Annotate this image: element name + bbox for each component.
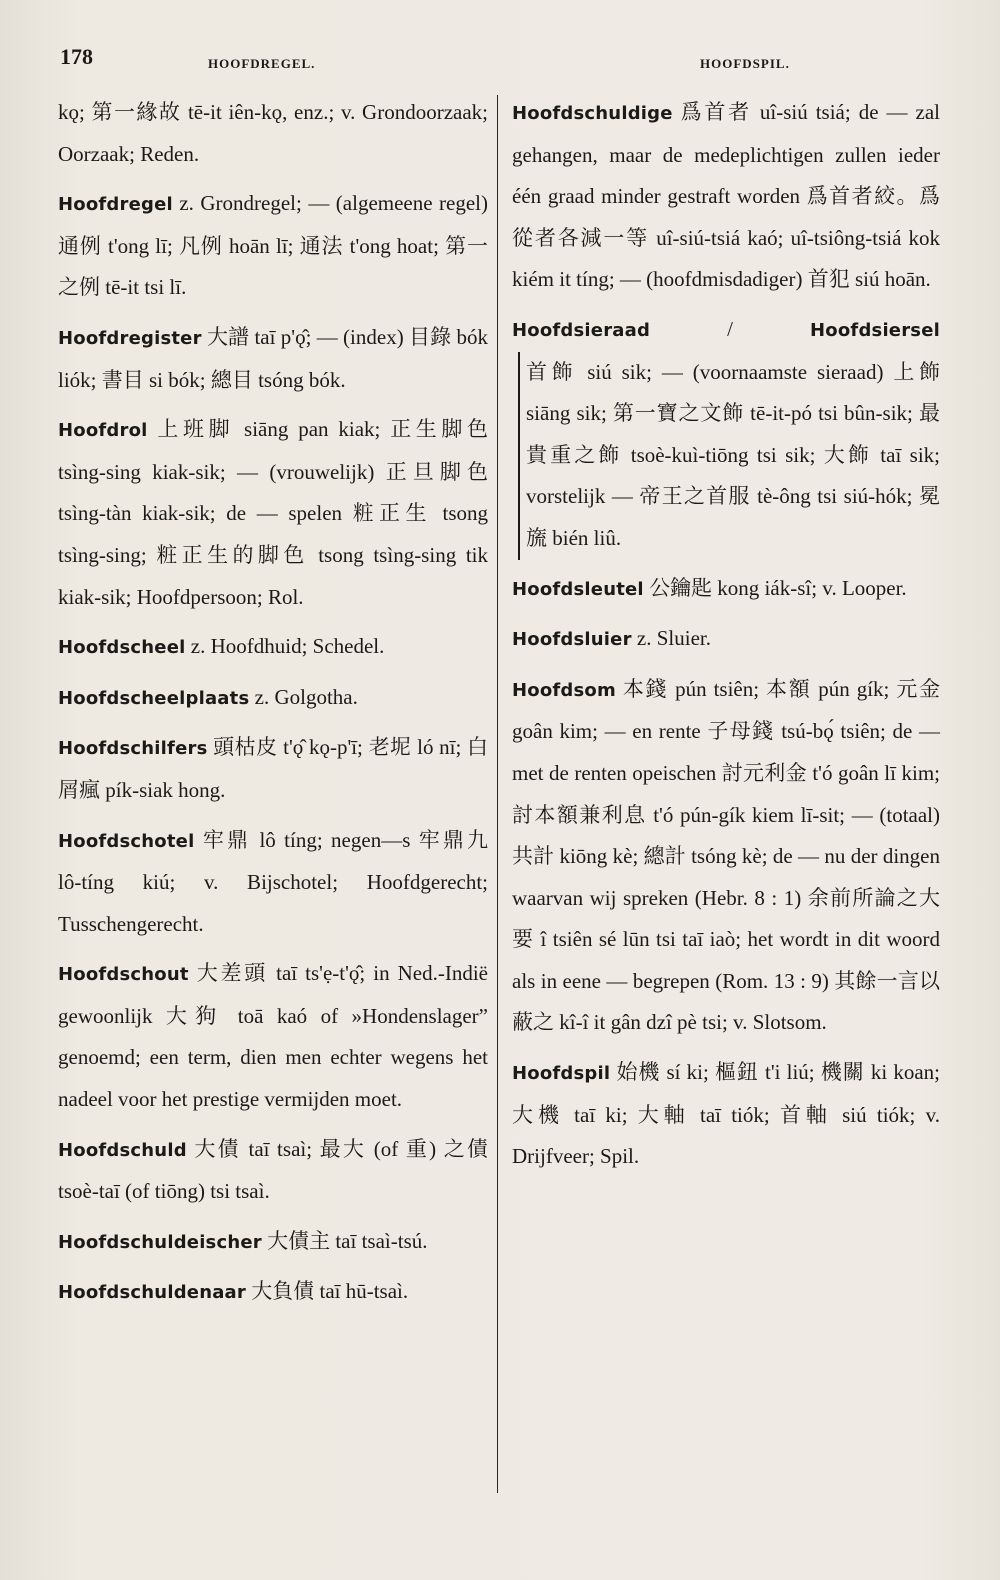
entry-text: 頭枯皮 t'ǫ̂ kǫ-p'ī; 老坭 ló nī; 白屑瘋 pík-siak hong. — [58, 735, 488, 802]
dictionary-entry — [58, 1221, 488, 1264]
entry-headword: Hoofdrol — [58, 420, 148, 442]
entry-text: 大譜 taī p'ǫ̂; — (index) 目錄 bók liók; 書目 si bók; 總目 tsóng bók. — [58, 324, 488, 392]
entry-headword: Hoofdsieraad — [512, 319, 651, 341]
entry-text: 大債主 taī tsaì-tsú. — [261, 1228, 428, 1253]
dictionary-entry — [58, 92, 488, 175]
entry-headword: Hoofdscheel — [58, 637, 186, 659]
entry-text: z. Grondregel; — (algemeene regel) 通例 t'ong lī; 凡例 hoān lī; 通法 t'ong hoat; 第一之例 tē-it tsi lī. — [58, 191, 488, 300]
entry-text: z. Sluier. — [631, 626, 711, 651]
entry-text: 始機 sí ki; 樞鈕 t'i liú; 機關 ki koan; 大機 taī ki; 大軸 taī tiók; 首軸 siú tiók; v. Drijfveer; Spil. — [512, 1060, 940, 1169]
entry-headword: Hoofdschout — [58, 964, 189, 986]
entry-headword: Hoofdregel — [58, 194, 173, 216]
entry-text: 大債 taī tsaì; 最大 (of 重) 之債 tsoè-taī (of tiōng) tsi tsaì. — [58, 1136, 488, 1204]
right-running-head: HOOFDSPIL. — [700, 56, 790, 71]
entry-headword: Hoofdsiersel — [810, 319, 940, 341]
dictionary-entry — [58, 727, 488, 811]
dictionary-entry — [512, 669, 940, 1044]
dictionary-entry — [58, 1129, 488, 1213]
entry-text: 牢鼎 lô tíng; negen—s 牢鼎九 lô-tíng kiú; v. Bijschotel; Hoofdgerecht; Tusschengerecht. — [58, 827, 488, 936]
entry-headword: Hoofdsleutel — [512, 578, 644, 600]
dictionary-entry — [58, 953, 488, 1120]
page-number: 178 — [60, 44, 93, 69]
dictionary-entry — [58, 820, 488, 946]
column-divider — [497, 95, 498, 1493]
entry-headword: Hoofdscheelplaats — [58, 687, 250, 709]
entry-text: 上班脚 siāng pan kiak; 正生脚色 tsìng-sing kiak-sik; — (vrouwelijk) 正旦脚色 tsìng-tàn kiak-sik; de — spelen 粧正生 tsong tsìng-sing; 粧正生的脚色 tsong tsìng-sing tik kiak-sik; Hoofdpersoon; Rol. — [58, 417, 488, 609]
left-running-head: HOOFDREGEL. — [208, 56, 316, 71]
left-column — [58, 92, 488, 1322]
entry-headword: Hoofdschuld — [58, 1139, 187, 1161]
entry-headword: Hoofdregister — [58, 327, 202, 349]
dictionary-entry — [512, 1052, 940, 1178]
entry-headword: Hoofdschilfers — [58, 738, 208, 760]
entry-text: 大負債 taī hū-tsaì. — [245, 1279, 409, 1304]
entry-headword: Hoofdschuldenaar — [58, 1282, 246, 1304]
dictionary-entry — [58, 677, 488, 720]
entry-text: 爲首者 uî-siú tsiá; de — zal gehangen, maar de medeplichtigen zullen ieder één graad minder gestraft worden 爲首者絞。爲從者各減一等 uî-siú-tsiá kaó; uî-tsiông-tsiá kok kiém it tíng; — (hoofdmisdadiger) 首犯 siú hoān. — [512, 100, 940, 292]
entry-text: z. Golgotha. — [249, 684, 358, 709]
entry-text: 本錢 pún tsiên; 本額 pún gík; 元金 goân kim; — en rente 子母錢 tsú-bǫ́ tsiên; de — met de renten opeischen 討元利金 t'ó goân lī kim; 討本額兼利息 t'ó pún-gík kiem lī-sit; — (totaal) 共計 kiōng kè; 總計 tsóng kè; de — nu der dingen waarvan wij spreken (Hebr. 8 : 1) 余前所論之大要 î tsiên sé lūn tsi taī iaò; het wordt in dit woord als in eene — begrepen (Rom. 13 : 9) 其餘一言以蔽之 kî-î it gân dzî pè tsi; v. Slotsom. — [512, 676, 940, 1035]
entry-text: 公鑰匙 kong iák-sî; v. Looper. — [643, 575, 907, 600]
dictionary-entry — [58, 1271, 488, 1314]
entry-text: 大差頭 taī ts'ẹ-t'ǫ̂; in Ned.-Indië gewoonlijk 大狗 toā kaó of »Hondenslager” genoemd; een term, dien men echter wegens het nadeel voor het prestige vermijden moet. — [58, 961, 488, 1112]
dictionary-entry — [512, 92, 940, 301]
dictionary-entry — [58, 317, 488, 401]
entry-headword: Hoofdspil — [512, 1063, 611, 1085]
entry-text: kǫ; 第一緣故 tē-it iên-kǫ, enz.; v. Grondoorzaak; Oorzaak; Reden. — [58, 100, 488, 166]
right-column — [512, 92, 940, 1186]
entry-text: z. Hoofdhuid; Schedel. — [185, 634, 385, 659]
entry-headword: Hoofdschuldige — [512, 103, 673, 124]
dictionary-entry — [58, 183, 488, 309]
dictionary-entry — [58, 626, 488, 669]
entry-text: 首飾 siú sik; — (voornaamste sieraad) 上飾 siāng sik; 第一寶之文飾 tē-it-pó tsi bûn-sik; 最貴重之飾 tsoè-kuì-tiōng tsi sik; 大飾 taī sik; vorstelijk — 帝王之首服 tè-ông tsi siú-hók; 冕旒 bién liû. — [518, 352, 940, 560]
entry-headword: Hoofdsom — [512, 679, 616, 701]
dictionary-entry: Hoofdsieraad / Hoofdsiersel 首飾 siú sik; — (voornaamste sieraad) 上飾 siāng sik; 第一寶之文飾 tē-it-pó tsi bûn-sik; 最貴重之飾 tsoè-kuì-tiōng tsi sik; 大飾 taī sik; vorstelijk — 帝王之首服 tè-ông tsi siú-hók; 冕旒 bién liû. — [512, 309, 940, 560]
dictionary-entry — [58, 409, 488, 618]
entry-headword: Hoofdsluier — [512, 629, 632, 651]
dictionary-entry — [512, 568, 940, 611]
entry-headword: Hoofdschuldeischer — [58, 1231, 262, 1253]
entry-headword: Hoofdschotel — [58, 830, 195, 852]
dictionary-entry — [512, 618, 940, 661]
